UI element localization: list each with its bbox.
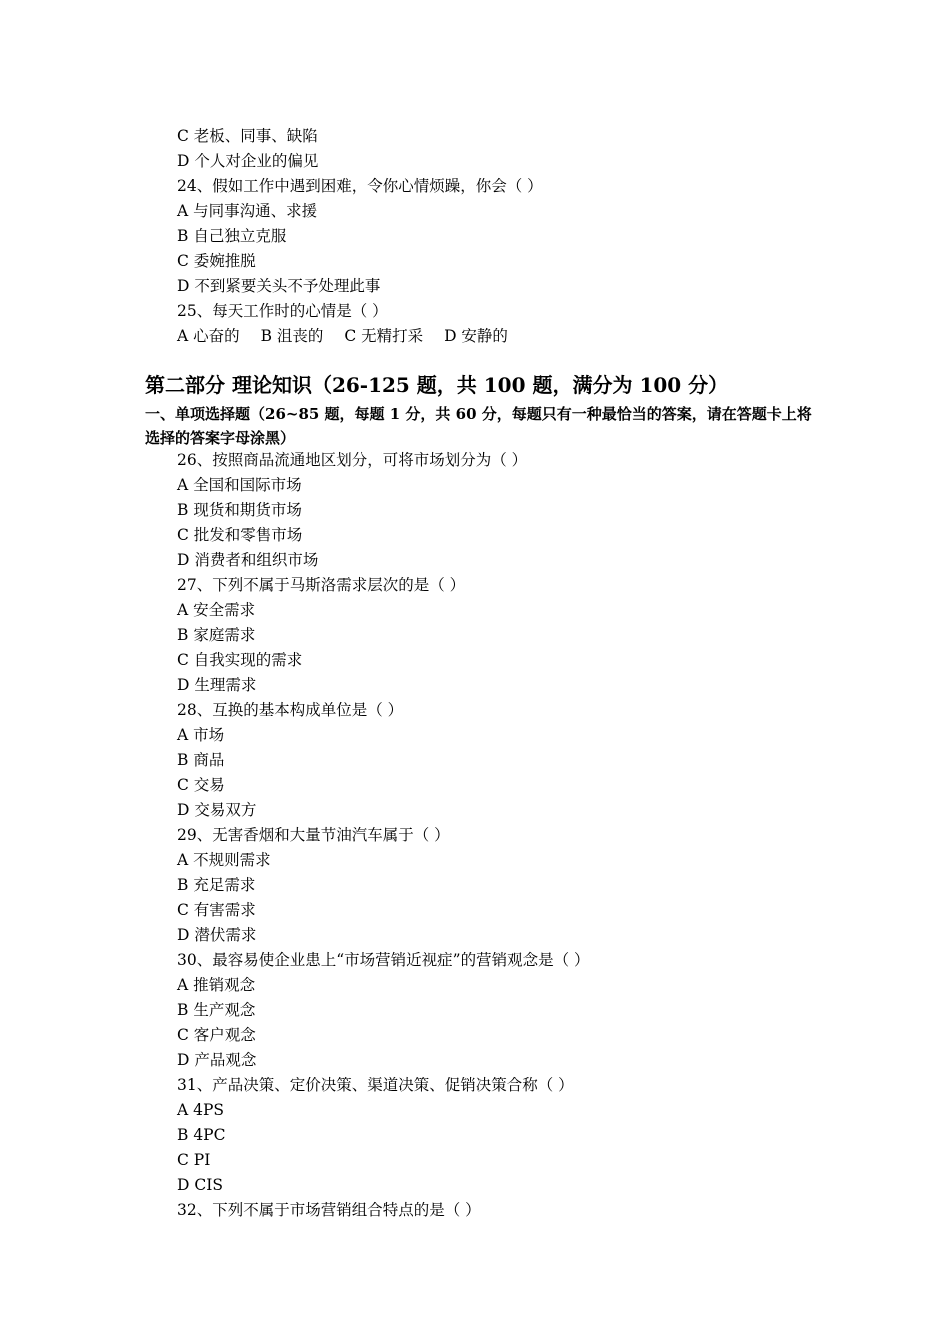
option-a: A 心奋的 <box>177 327 240 345</box>
question-line: 27、下列不属于马斯洛需求层次的是（ ） <box>177 576 466 594</box>
option-line: C 自我实现的需求 <box>177 651 303 669</box>
option-line: C 老板、同事、缺陷 <box>177 127 318 145</box>
option-line: B 商品 <box>177 751 225 769</box>
question-line: 32、下列不属于市场营销组合特点的是（ ） <box>177 1201 481 1219</box>
q25-options-row <box>177 326 508 346</box>
option-line: A 4PS <box>177 1101 225 1119</box>
option-line: D 交易双方 <box>177 801 257 819</box>
option-c: C 无精打采 <box>344 327 424 345</box>
question-line: 26、按照商品流通地区划分，可将市场划分为（ ） <box>177 451 528 469</box>
question-line: 29、无害香烟和大量节油汽车属于（ ） <box>177 826 450 844</box>
option-line: D CIS <box>177 1176 223 1194</box>
option-line: C 委婉推脱 <box>177 252 256 270</box>
option-line: A 市场 <box>177 726 225 744</box>
option-line: C 交易 <box>177 776 225 794</box>
option-line: A 不规则需求 <box>177 851 271 869</box>
section-subtitle: 一、单项选择题（26~85 题，每题 1 分，共 60 分，每题只有一种最恰当的答案，请在答题卡上将选择的答案字母涂黑） <box>145 405 812 447</box>
option-line: C PI <box>177 1151 211 1169</box>
option-line: B 充足需求 <box>177 876 256 894</box>
option-line: D 生理需求 <box>177 676 257 694</box>
option-line: D 个人对企业的偏见 <box>177 152 319 170</box>
option-line: D 产品观念 <box>177 1051 257 1069</box>
option-line: B 家庭需求 <box>177 626 256 644</box>
option-line: B 生产观念 <box>177 1001 256 1019</box>
option-line: B 现货和期货市场 <box>177 501 302 519</box>
question-line: 30、最容易使企业患上“市场营销近视症”的营销观念是（ ） <box>177 951 590 969</box>
option-line: D 不到紧要关头不予处理此事 <box>177 277 381 295</box>
question-line: 24、假如工作中遇到困难，令你心情烦躁，你会（ ） <box>177 177 543 195</box>
option-b: B 沮丧的 <box>260 327 324 345</box>
option-line: A 全国和国际市场 <box>177 476 302 494</box>
option-line: A 与同事沟通、求援 <box>177 202 318 220</box>
option-line: A 安全需求 <box>177 601 256 619</box>
option-line: C 批发和零售市场 <box>177 526 303 544</box>
option-line: C 客户观念 <box>177 1026 256 1044</box>
question-line: 25、每天工作时的心情是（ ） <box>177 302 388 320</box>
question-line: 31、产品决策、定价决策、渠道决策、促销决策合称（ ） <box>177 1076 574 1094</box>
option-line: C 有害需求 <box>177 901 256 919</box>
option-line: D 潜伏需求 <box>177 926 257 944</box>
section-title: 第二部分 理论知识（26-125 题，共 100 题，满分为 100 分） <box>145 373 729 397</box>
option-d: D 安静的 <box>444 327 508 345</box>
option-line: B 自己独立克服 <box>177 227 287 245</box>
option-line: B 4PC <box>177 1126 226 1144</box>
option-line: A 推销观念 <box>177 976 256 994</box>
question-line: 28、互换的基本构成单位是（ ） <box>177 701 404 719</box>
option-line: D 消费者和组织市场 <box>177 551 319 569</box>
